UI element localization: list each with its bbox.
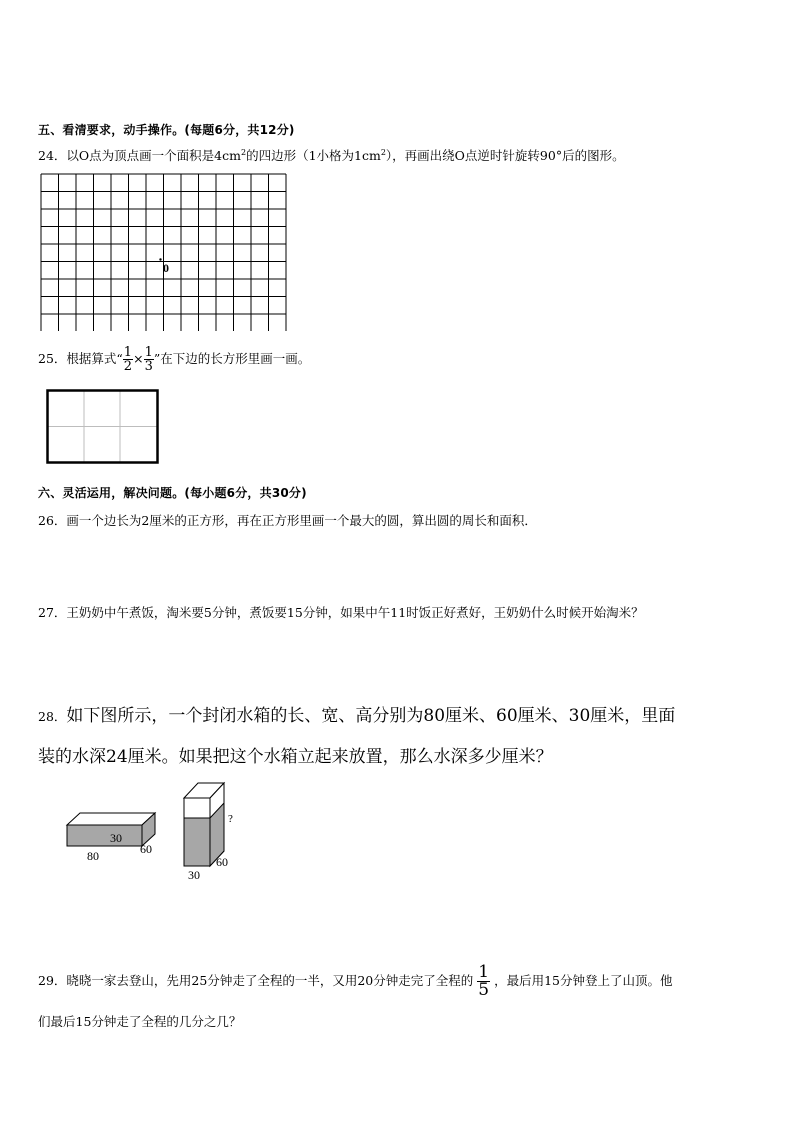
denominator: 5 [478, 980, 490, 1000]
numerator: 1 [144, 345, 153, 360]
question-26 [38, 511, 537, 529]
tank-standing [184, 783, 233, 882]
question-28-line-2: 装的水深24厘米。如果把这个水箱立起来放置，那么水深多少厘米？ [38, 747, 553, 767]
question-text: 王奶奶中午煮饭，淘米要5分钟，煮饭要15分钟，如果中午11时饭正好煮好，王奶奶什么时候开始淘米？ [66, 605, 644, 620]
drawing-grid[interactable] [40, 173, 300, 331]
question-number: 26． [38, 513, 67, 528]
question-number: 24． [38, 148, 67, 163]
tank-lying-flat [67, 813, 155, 863]
times-sign: × [133, 351, 144, 366]
fraction-one-half [123, 346, 133, 373]
question-28-line-1 [38, 701, 675, 726]
question-number: 25． [38, 351, 67, 366]
section-5-title: 五、看清要求，动手操作。(每题6分，共12分) [38, 123, 295, 137]
section-6-title: 六、灵活运用，解决问题。(每小题6分，共30分) [38, 486, 307, 500]
question-24 [38, 146, 625, 164]
question-text: 晓晓一家去登山，先用25分钟走了全程的一半，又用20分钟走完了全程的 [66, 973, 474, 988]
water-tank-figure [60, 778, 250, 884]
question-text: 以O点为顶点画一个面积是4cm [66, 148, 241, 163]
question-text: ”在下边的长方形里画一画。 [153, 351, 311, 366]
point-o-marker [159, 258, 161, 260]
denominator: 2 [123, 359, 133, 374]
question-number: 27． [38, 605, 67, 620]
question-29-line-1 [38, 961, 672, 1001]
denominator: 3 [144, 359, 153, 374]
question-text: 根据算式“ [66, 351, 123, 366]
point-o-label: 0 [163, 261, 169, 275]
question-text: 的四边形（1小格为1cm [246, 148, 381, 163]
superscript: 2 [240, 147, 247, 157]
label-length: 80 [87, 849, 99, 863]
label-width: 60 [216, 855, 228, 869]
question-text: 如下图所示，一个封闭水箱的长、宽、高分别为80厘米、60厘米、30厘米，里面 [66, 706, 676, 726]
numerator: 1 [123, 345, 133, 360]
label-height: 30 [110, 831, 122, 845]
fraction-one-third [144, 346, 154, 373]
fraction-one-fifth [477, 964, 490, 999]
drawing-rectangle[interactable] [46, 389, 159, 464]
question-27 [38, 603, 644, 621]
superscript: 2 [380, 147, 386, 157]
label-question: ? [228, 813, 233, 825]
label-base: 30 [188, 868, 200, 882]
numerator: 1 [478, 962, 490, 982]
label-width: 60 [140, 842, 152, 856]
question-number: 28． [38, 709, 67, 724]
question-29-line-2: 们最后15分钟走了全程的几分之几？ [38, 1014, 242, 1029]
question-25 [38, 339, 310, 379]
question-text: 画一个边长为2厘米的正方形，再在正方形里画一个最大的圆，算出圆的周长和面积． [66, 513, 537, 528]
question-number: 29． [38, 973, 67, 988]
question-text: ，最后用15分钟登上了山顶。他 [494, 973, 673, 988]
question-text: ），再画出绕O点逆时针旋转90°后的图形。 [385, 148, 625, 163]
